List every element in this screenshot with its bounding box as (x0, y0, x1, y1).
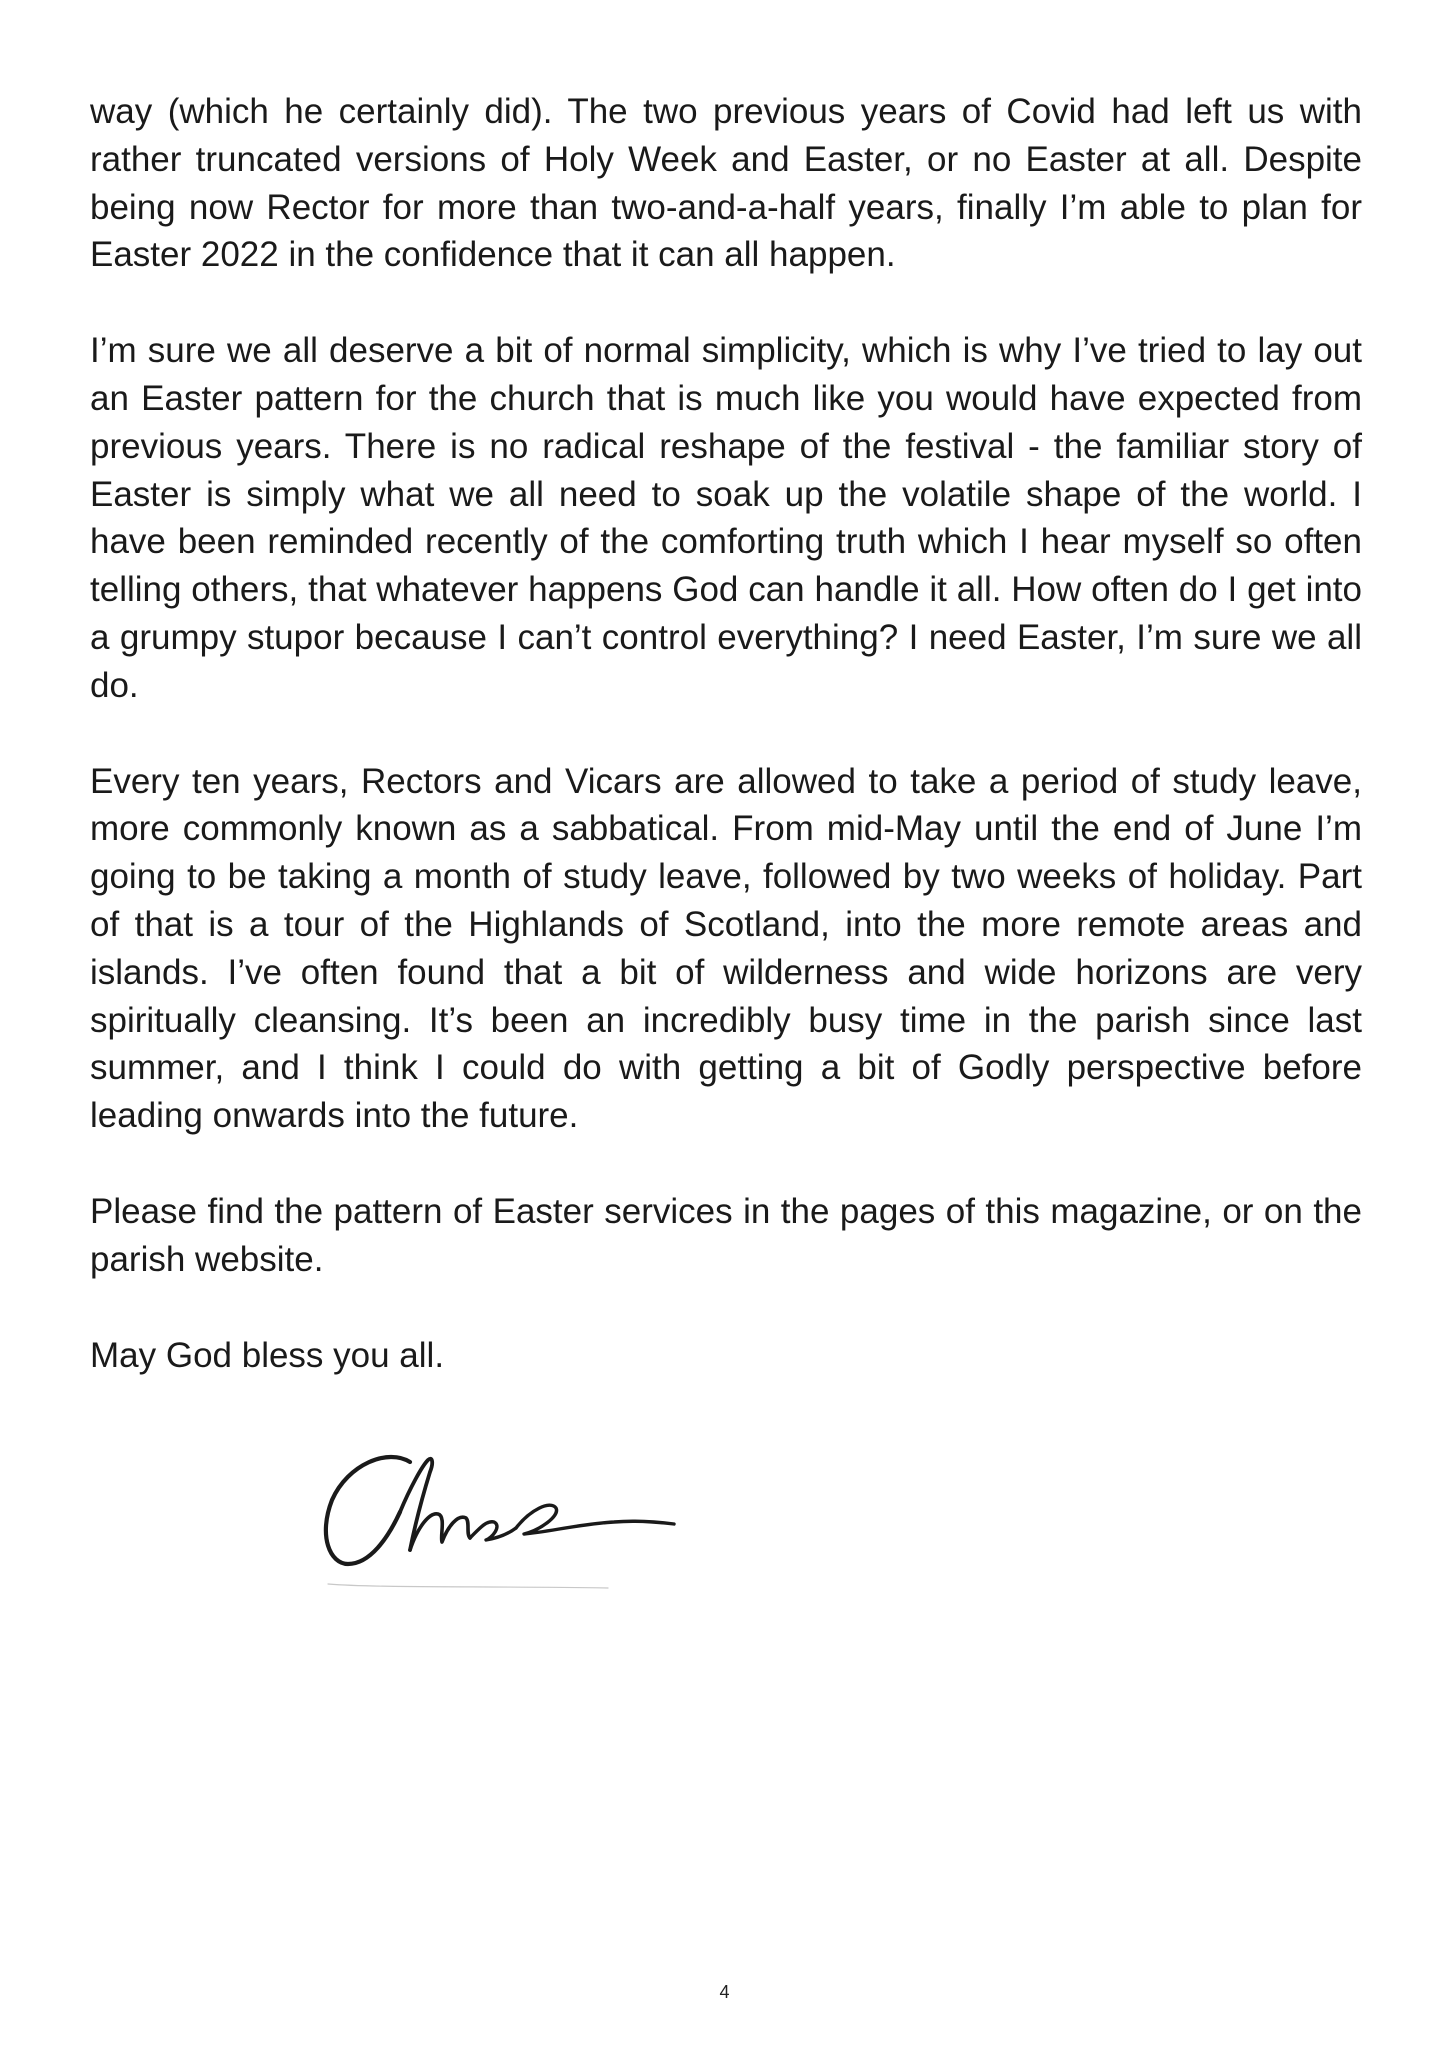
paragraph-blessing: May God bless you all. (90, 1335, 445, 1375)
paragraph-sabbatical: Every ten years, Rectors and Vicars are allowed to take a period of study leave, more commonly known as a sabbatical. From mid-May until the end of June I’m going to be taking a month of study leave, followed by two weeks of holiday. Part of that is a tour of the Highlands of Scotland, into the more remote areas and islands. I’ve often found that a bit of wilderness and wide horizons are very spiritually cleansing. It’s been an incredibly busy time in the parish since last summer, and I think I could do with getting a bit of Godly perspective before leading onwards into the future. (90, 761, 1362, 1136)
paragraph-services-info: Please find the pattern of Easter services in the pages of this magazine, or on the parish website. (90, 1191, 1362, 1279)
paragraph-covid-easter: way (which he certainly did). The two previous years of Covid had left us with rather truncated versions of Holy Week and Easter, or no Easter at all. Despite being now Rector for more than two-and-a-half years, finally I’m able to plan for Easter 2022 in the confidence that it can all happen. (90, 92, 1362, 275)
signature-icon (318, 1438, 718, 1598)
paragraph-easter-pattern: I’m sure we all deserve a bit of normal simplicity, which is why I’ve tried to lay out an Easter pattern for the church that is much like you would have expected from previous years. There is no radical reshape of the festival - the familiar story of Easter is simply what we all need to soak up the volatile shape of the world. I have been reminded recently of the comforting truth which I hear myself so often telling others, that whatever happens God can handle it all. How often do I get into a grumpy stupor because I can’t control everything? I need Easter, I’m sure we all do. (90, 331, 1362, 705)
letter-body (90, 88, 1362, 1427)
page-number: 4 (719, 1982, 730, 2002)
